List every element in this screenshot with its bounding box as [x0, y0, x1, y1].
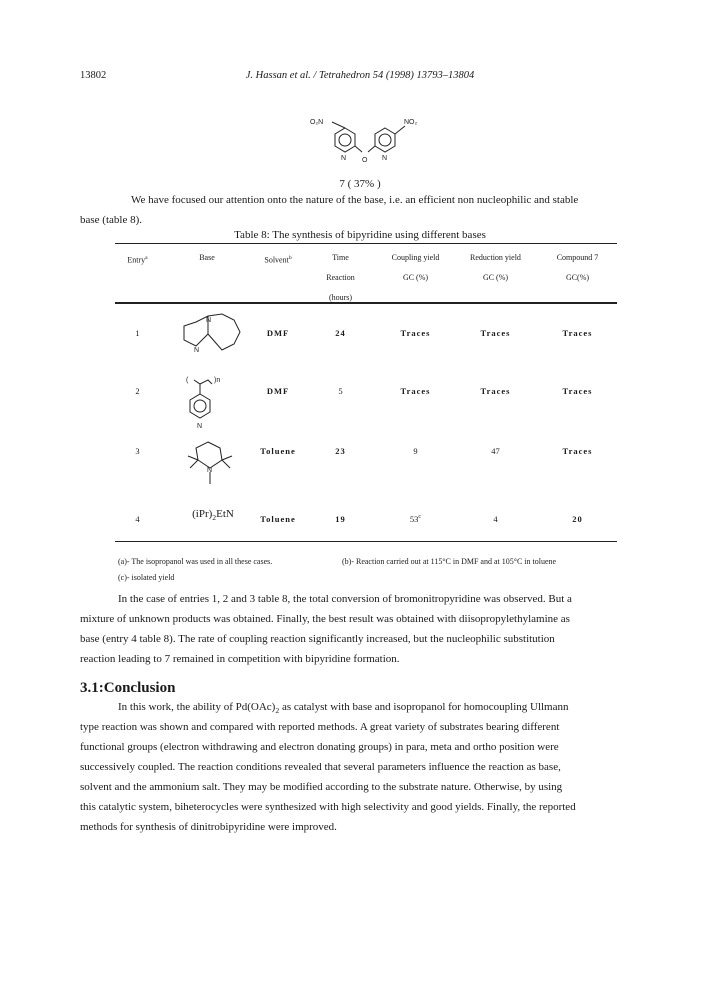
row2-coupling: Traces [400, 386, 431, 396]
conclusion-line-4: successively coupled. The reaction conditions revealed that several parameters influence the reaction as base, [80, 761, 561, 773]
dbu-n2: N [194, 347, 200, 354]
row3-compound7: Traces [562, 446, 593, 456]
vinylpyr-open-paren: ( [186, 377, 189, 384]
conclusion-line-2: type reaction was shown and compared with reported methods. A great variety of substrates bearing different [80, 721, 560, 733]
discussion-line-4: reaction leading to 7 remained in competition with bipyridine formation. [80, 653, 400, 665]
compound-7-structure [300, 112, 430, 172]
conclusion-line-3: functional groups (electron withdrawing and electron donating groups) in para, meta and ortho position were [80, 741, 559, 753]
row2-solvent: DMF [266, 386, 290, 396]
row1-time: 24 [335, 328, 346, 338]
row4-solvent: Toluene [260, 514, 296, 524]
intro-line-2: base (table 8). [80, 214, 142, 226]
row4-reduction: 4 [493, 514, 498, 524]
pyridine-n-right: N [382, 155, 388, 162]
conclusion-line-6: this catalytic system, biheterocycles were synthesized with high selectivity and good yields. Finally, the reported [80, 801, 576, 813]
table-bottom-rule [115, 541, 617, 542]
table-title: Table 8: The synthesis of bipyridine using different bases [234, 229, 486, 241]
row4-entry: 4 [135, 514, 140, 524]
dipea-label: $(iPr)_2EtN$ [192, 508, 234, 523]
row2-reduction: Traces [480, 386, 511, 396]
intro-line-1: We have focused our attention onto the nature of the base, i.e. an efficient non nucleophilic and stable [131, 194, 579, 206]
col-header-coupling: Coupling yield GC (%) [391, 253, 440, 282]
discussion-line-1: In the case of entries 1, 2 and 3 table 8, the total conversion of bromonitropyridine was observed. But a [118, 593, 572, 605]
row4-coupling: 53$^c$ [409, 514, 422, 524]
row3-reduction: 47 [491, 446, 500, 456]
footnote-a: (a)- The isopropanol was used in all these cases. [118, 557, 273, 566]
row3-coupling: 9 [413, 446, 418, 456]
row1-solvent: DMF [266, 328, 290, 338]
vinylpyr-close-n: )n [214, 377, 221, 384]
col-header-reduction: Reduction yield GC (%) [470, 253, 521, 282]
col-header-solvent: Solvent$^b$ [264, 255, 292, 265]
row3-solvent: Toluene [260, 446, 296, 456]
polyvinylpyridine-structure [180, 372, 240, 432]
conclusion-line-7: methods for synthesis of dinitrobipyridine were improved. [80, 821, 337, 833]
col-header-time: Time Reaction (hours) [326, 253, 355, 302]
col-header-base: Base [199, 253, 215, 262]
conclusion-line-1: In this work, the ability of $Pd(OAc)_2$ as catalyst with base and isopropanol for homocoupling Ullmann [118, 701, 569, 716]
col-header-compound7: Compound 7 GC(%) [556, 253, 599, 282]
row3-time: 23 [335, 446, 346, 456]
row1-entry: 1 [135, 328, 140, 338]
compound-7-caption: 7 ( 37% ) [339, 178, 381, 190]
discussion-line-3: base (entry 4 table 8). The rate of coupling reaction significantly increased, but the nucleophilic substitution [80, 633, 555, 645]
row2-compound7: Traces [562, 386, 593, 396]
vinylpyr-n: N [197, 423, 203, 430]
col-header-entry: Entry$^a$ [127, 255, 148, 265]
dbu-structure [178, 312, 253, 354]
row3-entry: 3 [135, 446, 140, 456]
row1-compound7: Traces [562, 328, 593, 338]
o2n-label: O₂N [310, 119, 324, 126]
row1-coupling: Traces [400, 328, 431, 338]
footnote-c: (c)- isolated yield [118, 573, 175, 582]
page-number: 13802 [80, 70, 107, 81]
no2-label: NO₂ [404, 119, 418, 126]
tmp-n: N [207, 467, 213, 474]
table-top-rule [115, 243, 617, 244]
running-head: J. Hassan et al. / Tetrahedron 54 (1998) 13793–13804 [245, 70, 475, 81]
discussion-line-2: mixture of unknown products was obtained. Finally, the best result was obtained with diisopropylethylamine as [80, 613, 570, 625]
dbu-n1: N [206, 317, 212, 324]
tetramethylpiperidine-structure [178, 436, 243, 491]
ether-o-label: O [362, 157, 368, 164]
conclusion-line-5: solvent and the ammonium salt. They may be modified according to the substrate nature. Otherwise, by using [80, 781, 563, 793]
row4-time: 19 [335, 514, 346, 524]
row2-entry: 2 [135, 386, 140, 396]
row1-reduction: Traces [480, 328, 511, 338]
footnote-b: (b)- Reaction carried out at 115°C in DMF and at 105°C in toluene [342, 557, 557, 566]
row2-time: 5 [338, 386, 343, 396]
table-header-rule [115, 302, 617, 304]
row4-compound7: 20 [572, 514, 583, 524]
conclusion-heading: 3.1:Conclusion [80, 680, 176, 696]
pyridine-n-left: N [341, 155, 347, 162]
